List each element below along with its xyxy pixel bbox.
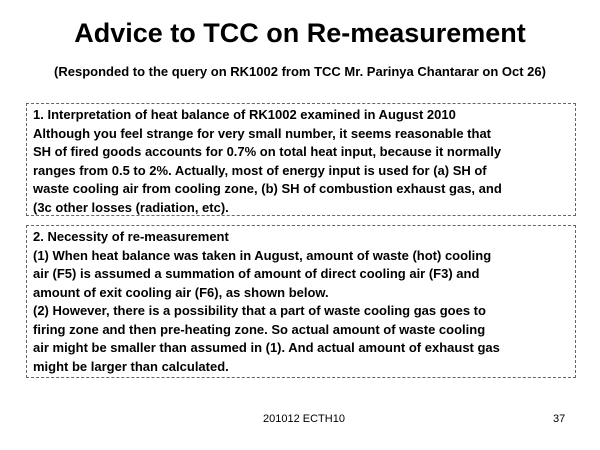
- box-line: air might be smaller than assumed in (1). And actual amount of exhaust gas: [33, 340, 500, 355]
- box-line: 1. Interpretation of heat balance of RK1002 examined in August 2010: [33, 107, 456, 122]
- footer-label: 201012 ECTH10: [263, 413, 345, 425]
- box-line: 2. Necessity of re-measurement: [33, 229, 229, 244]
- box-line: (1) When heat balance was taken in August, amount of waste (hot) cooling: [33, 247, 492, 263]
- box-line: waste cooling air from cooling zone, (b) SH of combustion exhaust gas, and: [33, 181, 502, 196]
- box-line: (3c other losses (radiation, etc).: [33, 199, 229, 215]
- box-line: firing zone and then pre-heating zone. So actual amount of waste cooling: [33, 321, 486, 337]
- box-line: Although you feel strange for very small number, it seems reasonable that: [33, 125, 492, 141]
- page-number: 37: [553, 413, 566, 425]
- box-line: ranges from 0.5 to 2%. Actually, most of energy input is used for (a) SH of: [33, 162, 487, 178]
- box-line: might be larger than calculated.: [33, 358, 229, 374]
- box-line: air (F5) is assumed a summation of amount of direct cooling air (F3) and: [33, 266, 480, 281]
- slide-subtitle: (Responded to the query on RK1002 from TCC Mr. Parinya Chantarar on Oct 26): [54, 64, 546, 79]
- slide-title: Advice to TCC on Re-measurement: [74, 18, 526, 48]
- box-line: (2) However, there is a possibility that a part of waste cooling gas goes to: [33, 303, 486, 318]
- box-line: amount of exit cooling air (F6), as shown below.: [33, 284, 329, 300]
- box-line: SH of fired goods accounts for 0.7% on total heat input, because it normally: [33, 144, 502, 159]
- remeasurement-box: [26, 225, 576, 378]
- interpretation-box: [26, 103, 576, 216]
